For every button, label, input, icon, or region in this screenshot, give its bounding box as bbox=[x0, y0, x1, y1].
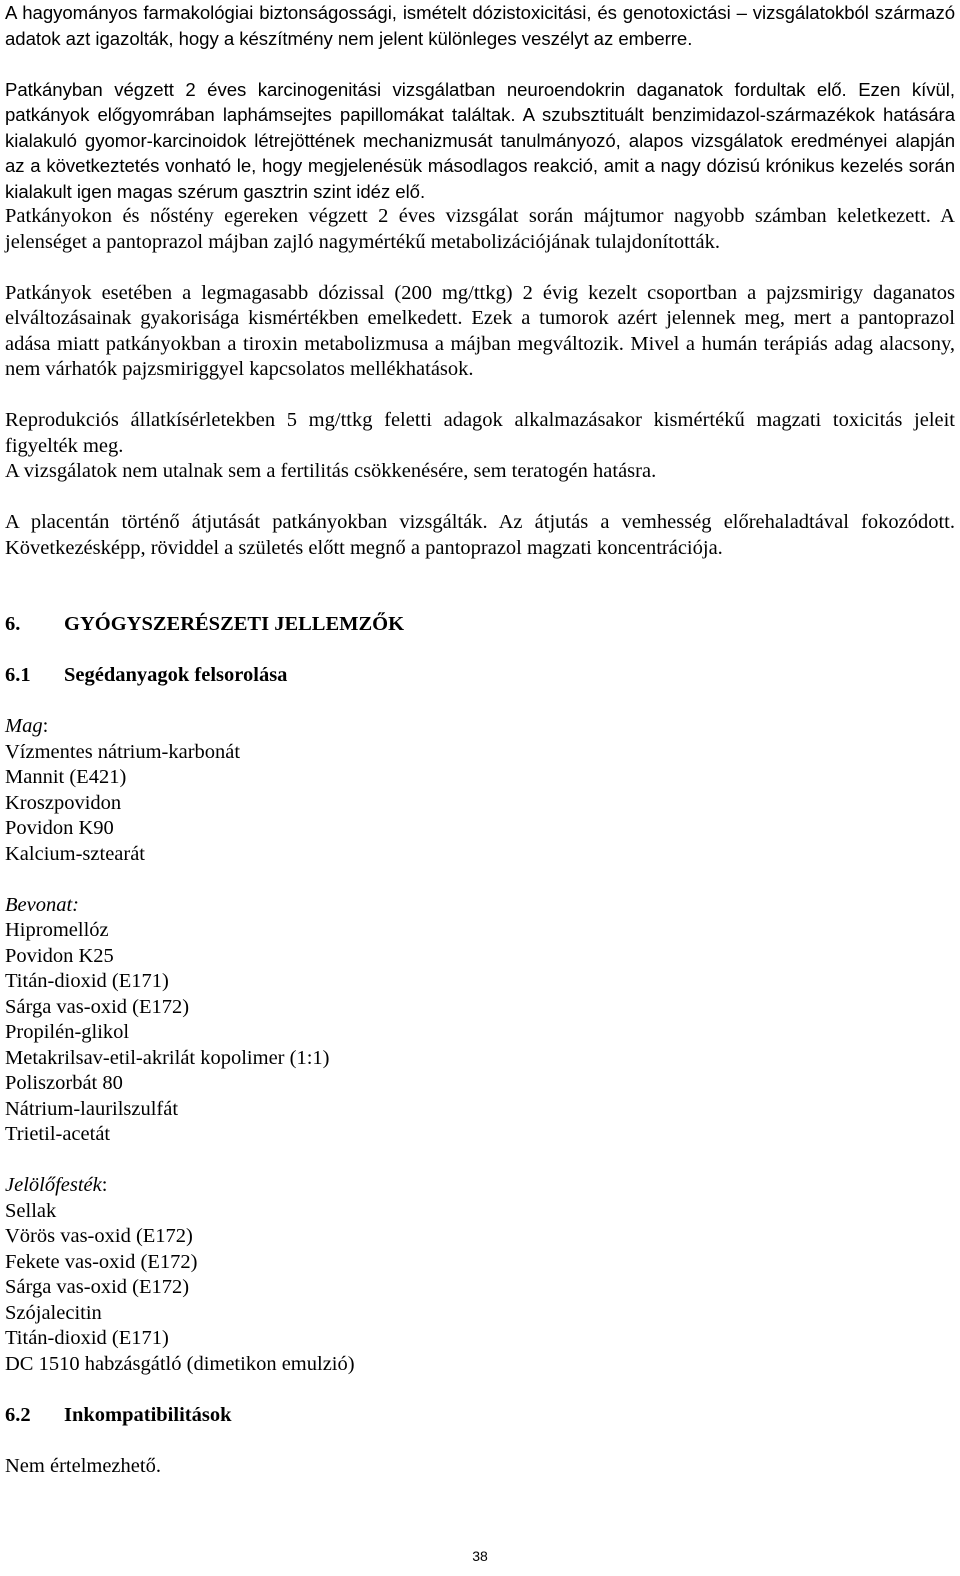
list-item: Nátrium-laurilszulfát bbox=[5, 1097, 179, 1120]
section-6-1-heading bbox=[5, 663, 955, 689]
list-item: Vízmentes nátrium-karbonát bbox=[5, 740, 241, 763]
section-6-title: GYÓGYSZERÉSZETI JELLEMZŐK bbox=[64, 613, 405, 635]
paragraph-carcinogenicity-text: Patkányban végzett 2 éves karcinogenitási vizsgálatban neuroendokrin daganatok fordultak elő. Ezen kívül, patkányok előgyomrában laphámsejtes papillomákat találtak. A szubsztituált benzimidazol-származékok hatására kialakuló gyomor-karcinoidok létrejöttének mechanizmusát tanulmányozó, alapos vizsgálatok eredményei alapján az a következtetés vonható le, hogy megjelenésük másodlagos reakció, amit a nagy dózisú krónikus kezelés során kialakult igen magas szérum gasztrin szint idéz elő. bbox=[5, 78, 955, 202]
page-number: 38 bbox=[472, 1548, 488, 1564]
list-item: Fekete vas-oxid (E172) bbox=[5, 1250, 198, 1273]
list-item: Titán-dioxid (E171) bbox=[5, 970, 169, 992]
section-6-2-text: Nem értelmezhető. bbox=[5, 1454, 161, 1477]
section-6-1-number: 6.1 bbox=[5, 664, 31, 686]
list-item: Vörös vas-oxid (E172) bbox=[5, 1225, 193, 1247]
paragraph-liver-tumor: Patkányokon és nőstény egereken végzett 2 éves vizsgálat során májtumor nagyobb számban keletkezett. A jelenséget a pantoprazol májban zajló nagymértékű metabolizációjának tulajdonították. bbox=[5, 205, 955, 253]
paragraph-fertility: A vizsgálatok nem utalnak sem a fertilitás csökkenésére, sem teratogén hatásra. bbox=[5, 460, 657, 482]
paragraph-carcinogenicity bbox=[5, 77, 955, 205]
jelolofestek-label: Jelölőfesték: bbox=[5, 1174, 108, 1196]
bevonat-label: Bevonat: bbox=[5, 893, 79, 916]
list-item: DC 1510 habzásgátló (dimetikon emulzió) bbox=[5, 1352, 355, 1375]
list-item: Trietil-acetát bbox=[5, 1123, 111, 1145]
list-item: Szójalecitin bbox=[5, 1301, 102, 1324]
paragraph-placenta: A placentán történő átjutását patkányokban vizsgálták. Az átjutás a vemhesség előrehaladtával fokozódott. Következésképp, röviddel a születés előtt megnő a pantoprazol magzati koncentrációja. bbox=[5, 511, 955, 559]
section-6-heading bbox=[5, 612, 955, 638]
list-item: Sárga vas-oxid (E172) bbox=[5, 1276, 190, 1298]
list-item: Kalcium-sztearát bbox=[5, 842, 146, 865]
list-item: Poliszorbát 80 bbox=[5, 1072, 123, 1094]
list-item: Mannit (E421) bbox=[5, 766, 127, 788]
section-6-2-heading bbox=[5, 1403, 955, 1429]
list-item: Titán-dioxid (E171) bbox=[5, 1327, 169, 1349]
jelolofestek-list bbox=[5, 1173, 955, 1377]
list-item: Povidon K90 bbox=[5, 817, 114, 839]
section-6-number: 6. bbox=[5, 613, 21, 635]
paragraph-thyroid: Patkányok esetében a legmagasabb dózissal (200 mg/ttkg) 2 évig kezelt csoportban a pajzsmirigy daganatos elváltozásainak gyakorisága kismértékben emelkedett. Ezek a tumorok azért jelennek meg, mert a pantoprazol adása miatt patkányokban a tiroxin metabolizmusa a májban megváltozik. Mivel a humán terápiás adag alacsony, nem várhatók pajzsmiriggyel kapcsolatos mellékhatások. bbox=[5, 281, 955, 380]
bevonat-list bbox=[5, 893, 955, 1148]
section-6-1-title: Segédanyagok felsorolása bbox=[64, 664, 288, 686]
document-page bbox=[5, 0, 955, 1479]
list-item: Sárga vas-oxid (E172) bbox=[5, 995, 190, 1018]
paragraph-reproduction: Reprodukciós állatkísérletekben 5 mg/ttkg feletti adagok alkalmazásakor kismértékű magzati toxicitás jeleit figyelték meg. bbox=[5, 409, 955, 457]
mag-label: Mag: bbox=[5, 715, 49, 737]
list-item: Povidon K25 bbox=[5, 944, 114, 967]
list-item: Kroszpovidon bbox=[5, 791, 122, 814]
section-6-2-number: 6.2 bbox=[5, 1403, 31, 1426]
list-item: Hipromellóz bbox=[5, 919, 109, 941]
list-item: Sellak bbox=[5, 1199, 57, 1222]
section-6-2-title: Inkompatibilitások bbox=[64, 1403, 232, 1426]
mag-list bbox=[5, 714, 955, 867]
list-item: Metakrilsav-etil-akrilát kopolimer (1:1) bbox=[5, 1046, 330, 1069]
paragraph-toxicity-summary: A hagyományos farmakológiai biztonságossági, ismételt dózistoxicitási, és genotoxictási – vizsgálatokból származó adatok azt igazolták, hogy a készítmény nem jelent különleges veszélyt az emberre. bbox=[5, 2, 955, 49]
list-item: Propilén-glikol bbox=[5, 1021, 130, 1043]
